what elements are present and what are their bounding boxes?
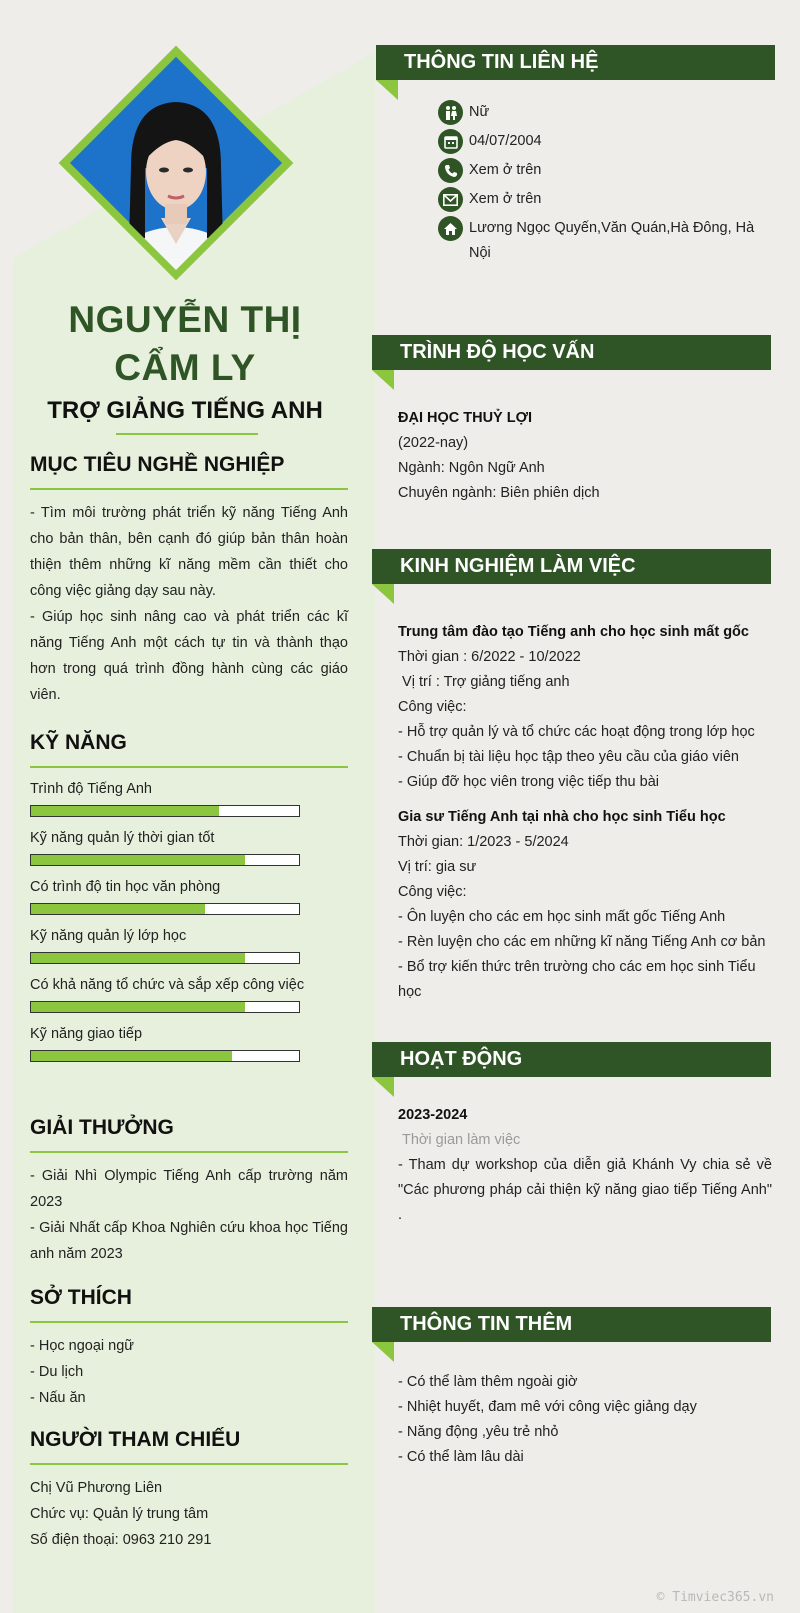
objective-line: - Tìm môi trường phát triển kỹ năng Tiếng Anh cho bản thân, bên cạnh đó giúp bản thân hoàn thiện thêm những kĩ năng mềm cần thiết cho công việc giảng dạy sau này. <box>30 505 348 599</box>
experience-section <box>398 620 772 1005</box>
education-heading-tab <box>372 370 394 390</box>
objective-section <box>30 450 348 708</box>
awards-heading: GIẢI THƯỞNG <box>30 1113 348 1153</box>
experience-heading: KINH NGHIỆM LÀM VIỆC <box>372 549 771 584</box>
activity-year: 2023-2024 <box>398 1107 468 1123</box>
skill-bar <box>30 854 300 866</box>
skill-bar <box>30 805 300 817</box>
award-line: - Giải Nhất cấp Khoa Nghiên cứu khoa học Tiếng anh năm 2023 <box>30 1220 348 1262</box>
job-title-underline <box>116 433 258 435</box>
skill-item <box>30 974 348 1013</box>
hobby-line: - Học ngoại ngữ <box>30 1338 135 1354</box>
contact-address <box>438 216 768 266</box>
additional-line: - Có thể làm thêm ngoài giờ <box>398 1374 578 1390</box>
reference-line: Chức vụ: Quản lý trung tâm <box>30 1506 209 1522</box>
skills-section <box>30 728 348 1062</box>
objective-heading: MỤC TIÊU NGHỀ NGHIỆP <box>30 450 348 490</box>
contact-text: 04/07/2004 <box>469 133 542 149</box>
skill-label: Trình độ Tiếng Anh <box>30 781 152 797</box>
reference-line: Chị Vũ Phương Liên <box>30 1480 163 1496</box>
award-line: - Giải Nhì Olympic Tiếng Anh cấp trường năm 2023 <box>30 1168 348 1210</box>
contact-text: Xem ở trên <box>469 162 542 178</box>
skill-bar <box>30 1050 300 1062</box>
job-duty: - Rèn luyện cho các em những kĩ năng Tiếng Anh cơ bản <box>398 934 766 950</box>
additional-section <box>398 1370 772 1470</box>
skill-label: Kỹ năng quản lý lớp học <box>30 928 187 944</box>
hobby-line: - Nấu ăn <box>30 1390 86 1406</box>
contact-phone <box>438 158 768 183</box>
skills-heading: KỸ NĂNG <box>30 728 348 768</box>
education-major: Ngành: Ngôn Ngữ Anh <box>398 460 545 476</box>
additional-line: - Nhiệt huyết, đam mê với công việc giảng dạy <box>398 1399 697 1415</box>
hobbies-section <box>30 1283 348 1411</box>
activities-heading-tab <box>372 1077 394 1097</box>
contact-email <box>438 187 768 212</box>
skill-bar-fill <box>31 855 245 865</box>
skill-bar-fill <box>31 1002 245 1012</box>
skill-bar-fill <box>31 806 219 816</box>
skill-bar <box>30 1001 300 1013</box>
job-duty: - Hỗ trợ quản lý và tổ chức các hoạt động trong lớp học <box>398 724 755 740</box>
job-entry <box>398 805 772 1005</box>
contact-gender <box>438 100 768 125</box>
education-specialization: Chuyên ngành: Biên phiên dịch <box>398 485 600 501</box>
experience-heading-tab <box>372 584 394 604</box>
activities-section <box>398 1103 772 1228</box>
school-name: ĐẠI HỌC THUỶ LỢI <box>398 410 533 426</box>
calendar-icon <box>438 129 463 154</box>
job-entry <box>398 620 772 795</box>
hobby-line: - Du lịch <box>30 1364 84 1380</box>
job-duty: - Ôn luyện cho các em học sinh mất gốc Tiếng Anh <box>398 909 726 925</box>
skill-label: Có khả năng tổ chức và sắp xếp công việc <box>30 977 305 993</box>
job-duties-label: Công việc: <box>398 699 467 715</box>
contact-text: Nữ <box>469 104 490 120</box>
awards-section <box>30 1113 348 1267</box>
candidate-name: NGUYỄN THỊ CẨM LY <box>68 299 302 388</box>
email-icon <box>438 187 463 212</box>
job-company: Gia sư Tiếng Anh tại nhà cho học sinh Tiểu học <box>398 809 726 825</box>
gender-icon <box>438 100 463 125</box>
job-title: TRỢ GIẢNG TIẾNG ANH <box>47 397 323 424</box>
contact-heading: THÔNG TIN LIÊN HỆ <box>376 45 775 80</box>
hobbies-heading: SỞ THÍCH <box>30 1283 348 1323</box>
job-time: Thời gian: 1/2023 - 5/2024 <box>398 834 569 850</box>
skill-item <box>30 925 348 964</box>
skill-item <box>30 827 348 866</box>
skill-bar-fill <box>31 904 205 914</box>
education-section <box>398 406 772 506</box>
skill-item <box>30 1023 348 1062</box>
skill-bar-fill <box>31 953 245 963</box>
job-duty: - Chuẩn bị tài liệu học tập theo yêu cầu của giáo viên <box>398 749 739 765</box>
skill-bar <box>30 952 300 964</box>
portrait-illustration <box>61 48 291 278</box>
skills-list <box>30 778 348 1062</box>
additional-line: - Có thể làm lâu dài <box>398 1449 524 1465</box>
home-icon <box>438 216 463 241</box>
phone-icon <box>438 158 463 183</box>
reference-line: Số điện thoại: 0963 210 291 <box>30 1532 212 1548</box>
contact-list <box>438 100 768 270</box>
skill-bar <box>30 903 300 915</box>
activity-time-placeholder: Thời gian làm việc <box>402 1132 521 1148</box>
skill-label: Có trình độ tin học văn phòng <box>30 879 221 895</box>
job-duty: - Bổ trợ kiến thức trên trường cho các em học sinh Tiểu học <box>398 959 756 1000</box>
additional-heading: THÔNG TIN THÊM <box>372 1307 771 1342</box>
skill-item <box>30 876 348 915</box>
job-position: Vị trí : Trợ giảng tiếng anh <box>398 674 570 690</box>
profile-photo <box>61 48 291 278</box>
job-duty: - Giúp đỡ học viên trong việc tiếp thu bài <box>398 774 659 790</box>
job-position: Vị trí: gia sư <box>398 859 477 875</box>
skill-label: Kỹ năng quản lý thời gian tốt <box>30 830 215 846</box>
education-heading: TRÌNH ĐỘ HỌC VẤN <box>372 335 771 370</box>
contact-text: Xem ở trên <box>469 191 542 207</box>
contact-text: Lương Ngọc Quyến,Văn Quán,Hà Đông, Hà Nội <box>469 220 755 261</box>
skill-label: Kỹ năng giao tiếp <box>30 1026 143 1042</box>
contact-birthday <box>438 129 768 154</box>
skill-item <box>30 778 348 817</box>
job-duties-label: Công việc: <box>398 884 467 900</box>
references-section <box>30 1425 348 1553</box>
education-period: (2022-nay) <box>398 435 469 451</box>
additional-line: - Năng động ,yêu trẻ nhỏ <box>398 1424 559 1440</box>
activity-description: - Tham dự workshop của diễn giả Khánh Vy chia sẻ về "Các phương pháp cải thiện kỹ năng giao tiếp Tiếng Anh" . <box>398 1157 772 1223</box>
skill-bar-fill <box>31 1051 232 1061</box>
watermark: © Timviec365.vn <box>656 1590 774 1605</box>
activities-heading: HOẠT ĐỘNG <box>372 1042 771 1077</box>
objective-line: - Giúp học sinh nâng cao và phát triển các kĩ năng Tiếng Anh một cách tự tin và thành thạo hơn trong quá trình đồng hành cùng các giáo viên. <box>30 609 348 703</box>
job-company: Trung tâm đào tạo Tiếng anh cho học sinh mất gốc <box>398 624 749 640</box>
contact-heading-tab <box>376 80 398 100</box>
additional-heading-tab <box>372 1342 394 1362</box>
job-time: Thời gian : 6/2022 - 10/2022 <box>398 649 581 665</box>
references-heading: NGƯỜI THAM CHIẾU <box>30 1425 348 1465</box>
